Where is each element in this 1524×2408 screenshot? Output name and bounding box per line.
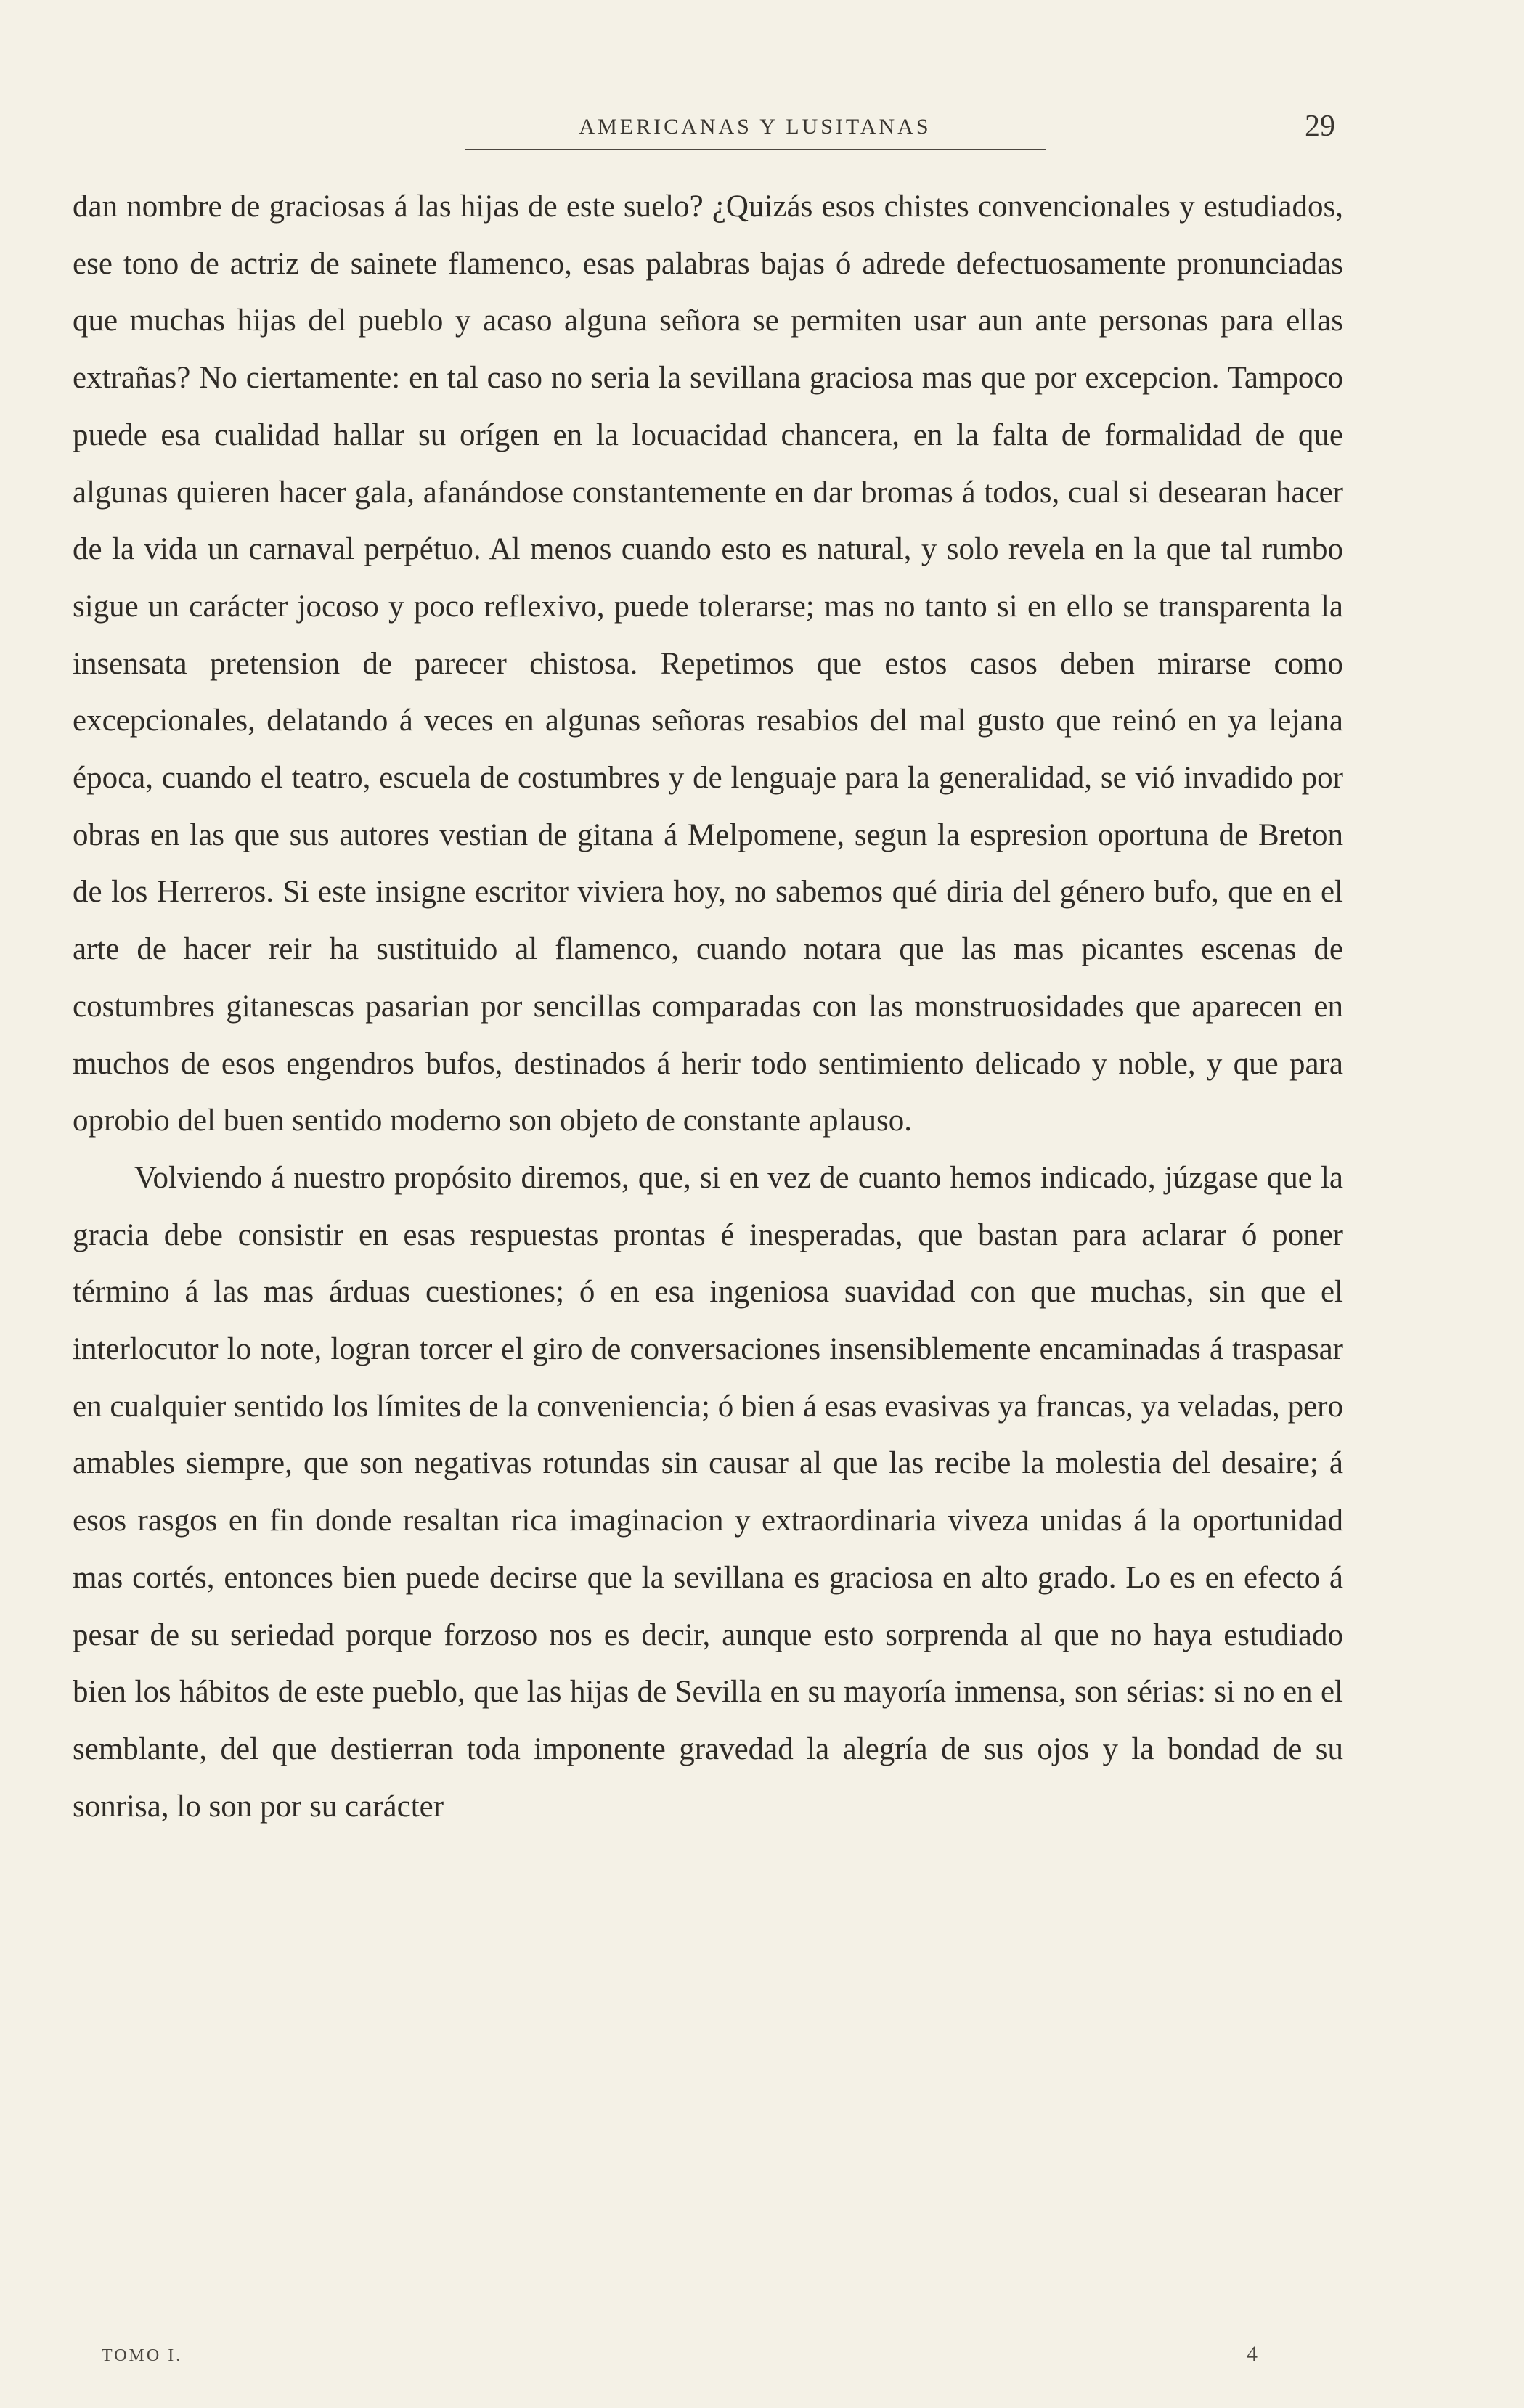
signature-mark: TOMO I. <box>102 2346 183 2365</box>
gathering-mark: 4 <box>1247 2342 1258 2366</box>
running-head: AMERICANAS Y LUSITANAS <box>579 115 932 139</box>
page-number: 29 <box>1305 110 1335 143</box>
body-text <box>73 179 1343 1835</box>
header-rule <box>465 149 1046 150</box>
paragraph: dan nombre de graciosas á las hijas de este suelo? ¿Quizás esos chistes convencionales y estudiados, ese tono de actriz de sainete flamenco, esas palabras bajas ó adrede defectuosamente pronunciadas que muchas hijas del pueblo y acaso alguna señora se permiten usar aun ante personas para ellas extrañas? No ciertamente: en tal caso no seria la sevillana graciosa mas que por excepcion. Tampoco puede esa cualidad hallar su orígen en la locuacidad chancera, en la falta de formalidad de que algunas quieren hacer gala, afanándose constantemente en dar bromas á todos, cual si desearan hacer de la vida un carnaval perpétuo. Al menos cuando esto es natural, y solo revela en la que tal rumbo sigue un carácter jocoso y poco reflexivo, puede tolerarse; mas no tanto si en ello se transparenta la insensata pretension de parecer chistosa. Repetimos que estos casos deben mirarse como excepcionales, delatando á veces en algunas señoras resabios del mal gusto que reinó en ya lejana época, cuando el teatro, escuela de costumbres y de lenguaje para la generalidad, se vió invadido por obras en las que sus autores vestian de gitana á Melpomene, segun la espresion oportuna de Breton de los Herreros. Si este insigne escritor viviera hoy, no sabemos qué diria del género bufo, que en el arte de hacer reir ha sustituido al flamenco, cuando notara que las mas picantes escenas de costumbres gitanescas pasarian por sencillas comparadas con las monstruosidades que aparecen en muchos de esos engendros bufos, destinados á herir todo sentimiento delicado y noble, y que para oprobio del buen sentido moderno son objeto de constante aplauso. <box>73 189 1343 1138</box>
paragraph: Volviendo á nuestro propósito diremos, que, si en vez de cuanto hemos indicado, júzgase que la gracia debe consistir en esas respuestas prontas é inesperadas, que bastan para aclarar ó poner término á las mas árduas cuestiones; ó en esa ingeniosa suavidad con que muchas, sin que el interlocutor lo note, logran torcer el giro de conversaciones insensiblemente encaminadas á traspasar en cualquier sentido los límites de la conveniencia; ó bien á esas evasivas ya francas, ya veladas, pero amables siempre, que son negativas rotundas sin causar al que las recibe la molestia del desaire; á esos rasgos en fin donde resaltan rica imaginacion y extraordinaria viveza unidas á la oportunidad mas cortés, entonces bien puede decirse que la sevillana es graciosa en alto grado. Lo es en efecto á pesar de su seriedad porque forzoso nos es decir, aunque esto sorprenda al que no haya estudiado bien los hábitos de este pueblo, que las hijas de Sevilla en su mayoría inmensa, son sérias: si no en el semblante, del que destierran toda imponente gravedad la alegría de sus ojos y la bondad de su sonrisa, lo son por su carácter <box>73 1160 1343 1824</box>
